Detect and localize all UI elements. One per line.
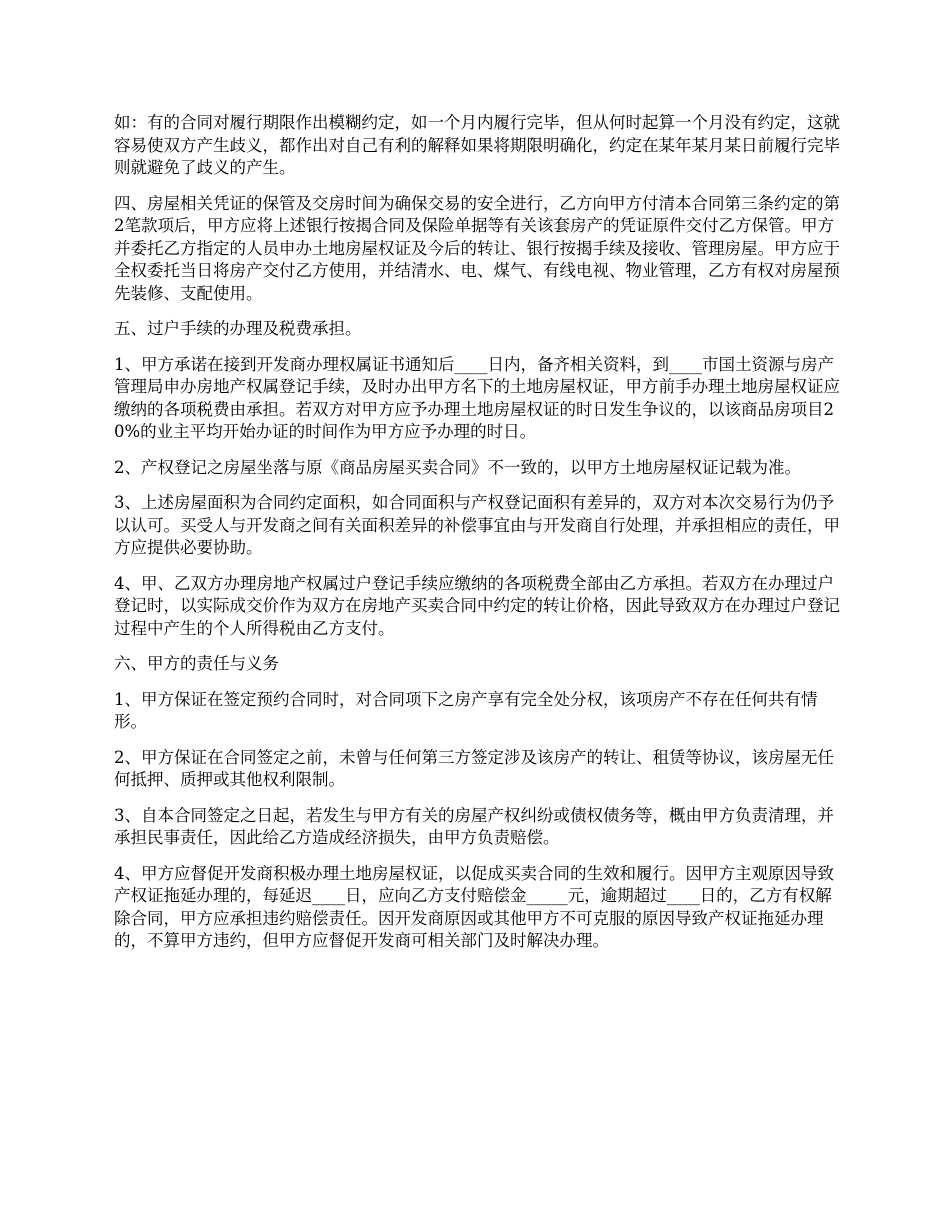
paragraph-6-3: 3、自本合同签定之日起，若发生与甲方有关的房屋产权纠纷或债权债务等，概由甲方负责清理，并承担民事责任，因此给乙方造成经济损失，由甲方负责赔偿。 xyxy=(114,805,834,847)
paragraph-5-3: 3、上述房屋面积为合同约定面积，如合同面积与产权登记面积有差异的，双方对本次交易行为仍予以认可。买受人与开发商之间有关面积差异的补偿事宜由与开发商自行处理，并承担相应的责任，甲方应提供必要协助。 xyxy=(114,493,840,557)
paragraph-5-1: 1、甲方承诺在接到开发商办理权属证书通知后____日内，备齐相关资料，到____市国土资源与房产管理局申办房地产权属登记手续，及时办出甲方名下的土地房屋权证，甲方前手办理土地房屋权证应缴纳的各项税费由承担。若双方对甲方应予办理土地房屋权证的时日发生争议的，以该商品房项目20%的业主平均开始办证的时间作为甲方应予办理的时日。 xyxy=(114,354,840,441)
paragraph-1: 如：有的合同对履行期限作出模糊约定，如一个月内履行完毕，但从何时起算一个月没有约定，这就容易使双方产生歧义，都作出对自己有利的解释如果将期限明确化，约定在某年某月某日前履行完毕则就避免了歧义的产生。 xyxy=(114,113,840,177)
document-page xyxy=(114,112,840,966)
paragraph-6-1: 1、甲方保证在签定预约合同时，对合同项下之房产享有完全处分权，该项房产不存在任何共有情形。 xyxy=(114,689,818,731)
paragraph-6-4: 4、甲方应督促开发商积极办理土地房屋权证，以促成买卖合同的生效和履行。因甲方主观原因导致产权证拖延办理的，每延迟____日，应向乙方支付赔偿金_____元，逾期超过____日的，乙方有权解除合同，甲方应承担违约赔偿责任。因开发商原因或其他甲方不可克服的原因导致产权证拖延办理的，不算甲方违约，但甲方应督促开发商可相关部门及时解决办理。 xyxy=(114,863,834,950)
section-heading-6: 六、甲方的责任与义务 xyxy=(114,654,279,673)
paragraph-6-2: 2、甲方保证在合同签定之前，未曾与任何第三方签定涉及该房产的转让、租赁等协议，该房屋无任何抵押、质押或其他权利限制。 xyxy=(114,747,834,789)
paragraph-5-2: 2、产权登记之房屋坐落与原《商品房屋买卖合同》不一致的，以甲方土地房屋权证记载为准。 xyxy=(114,457,801,477)
paragraph-5-4: 4、甲、乙双方办理房地产权属过户登记手续应缴纳的各项税费全部由乙方承担。若双方在办理过户登记时，以实际成交价作为双方在房地产买卖合同中约定的转让价格，因此导致双方在办理过户登记过程中产生的个人所得税由乙方支付。 xyxy=(114,573,840,638)
paragraph-2: 四、房屋相关凭证的保管及交房时间为确保交易的安全进行，乙方向甲方付清本合同第三条约定的第2笔款项后，甲方应将上述银行按揭合同及保险单据等有关该套房产的凭证原件交付乙方保管。甲方并委托乙方指定的人员申办土地房屋权证及今后的转让、银行按揭手续及接收、管理房屋。甲方应于全权委托当日将房产交付乙方使用，并结清水、电、煤气、有线电视、物业管理，乙方有权对房屋预先装修、支配使用。 xyxy=(114,193,840,303)
section-heading-5: 五、过户手续的办理及税费承担。 xyxy=(114,319,362,338)
